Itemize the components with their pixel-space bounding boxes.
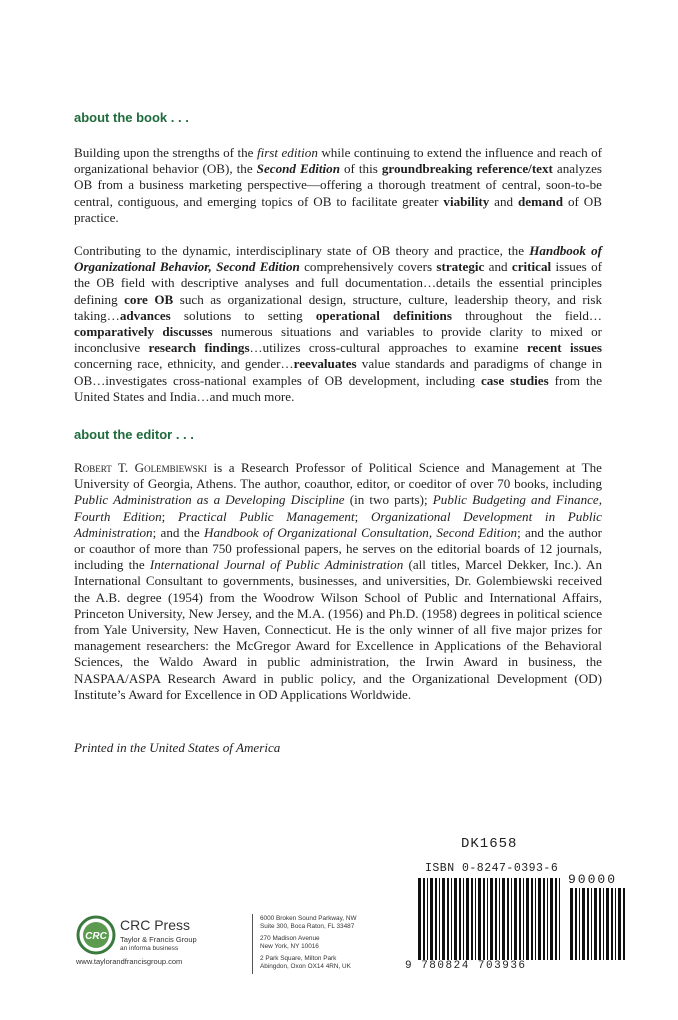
barcode-bar [594,888,597,960]
barcode-bar [435,878,437,960]
publisher-informa: an informa business [120,945,179,952]
address-line: 270 Madison Avenue [260,935,320,942]
barcode-bar [447,878,449,960]
product-code: DK1658 [461,836,518,852]
barcode-bar [599,888,601,960]
barcode-bar [466,878,469,960]
barcode-bar [591,888,592,960]
barcode-bar [606,888,609,960]
printed-in-usa: Printed in the United States of America [74,740,281,755]
address-line: New York, NY 10016 [260,943,319,950]
barcode-bar [463,878,464,960]
barcode-bar [535,878,536,960]
barcode-bar [418,878,421,960]
isbn-text: ISBN 0-8247-0393-6 [425,862,559,875]
barcode-bar [575,888,577,960]
publisher-website: www.taylorandfrancisgroup.com [76,957,183,966]
address-line: Abingdon, Oxon OX14 4RN, UK [260,963,351,970]
barcode-bar [579,888,580,960]
about-book-paragraph-1: Building upon the strengths of the first edition while continuing to extend the influence and reach of organizational behavior (OB), the Second Edition of this groundbreaking reference/text analyzes OB from a business marketing perspective—offering a thorough treatment of central, soon-to-be central, contiguous, and emerging topics of OB to facilitate greater viability and demand of OB practice. [74,145,603,225]
barcode-bar [427,878,428,960]
barcode-bar [526,878,529,960]
address-line: 2 Park Square, Milton Park [260,955,337,962]
price-barcode [570,888,626,960]
barcode-bar [623,888,625,960]
address-line: 6000 Broken Sound Parkway, NW [260,915,357,922]
barcode-bar [495,878,497,960]
barcode-bar [547,878,548,960]
publisher-name: CRC Press [120,917,191,933]
barcode-bar [502,878,505,960]
publisher-group: Taylor & Francis Group [120,935,197,944]
about-book-heading: about the book . . . [74,110,189,125]
barcode-bar [483,878,485,960]
barcode-bar [603,888,604,960]
barcode-bar [490,878,493,960]
barcode-bar [615,888,616,960]
barcode-bar [439,878,440,960]
barcode-bar [543,878,545,960]
crc-press-logo [76,915,116,955]
barcode-bar [475,878,476,960]
barcode-bar [507,878,509,960]
barcode-bar [430,878,433,960]
barcode-bar [471,878,473,960]
barcode-bar [423,878,425,960]
crc-logo-text: CRC [85,931,107,942]
barcode-bar [570,888,573,960]
about-editor-heading: about the editor . . . [74,427,194,442]
barcode-bar [478,878,481,960]
barcode-bar [442,878,445,960]
barcode-bar [555,878,557,960]
barcode-bar [587,888,589,960]
barcode-bar [523,878,524,960]
ean-digits: 9 780824 703936 [405,960,527,972]
about-book-paragraph-2: Contributing to the dynamic, interdisciplinary state of OB theory and practice, the Handbook of Organizational Behavior, Second Edition comprehensively covers strategic and critical issues of the OB field with descriptive analyses and full documentation…details the essential principles defining core OB such as organizational design, structure, culture, leadership theory, and risk taking…advances solutions to setting operational definitions throughout the field…comparatively discusses numerous situations and variables to provide clarity to mixed or inconclusive research findings…utilizes cross-cultural approaches to examine recent issues concerning race, ethnicity, and gender…reevaluates value standards and paradigms of change in OB…investigates cross-national examples of OB development, including case studies from the United States and India…and much more. [74,243,603,404]
barcode-bar [550,878,553,960]
barcode-bar [531,878,533,960]
barcode-bar [538,878,541,960]
barcode-bar [559,878,560,960]
barcode-bar [487,878,488,960]
address-line: Suite 300, Boca Raton, FL 33487 [260,923,355,930]
barcode-bar [454,878,457,960]
isbn-barcode [418,878,563,960]
barcode-bar [582,888,585,960]
barcode-bar [519,878,521,960]
barcode-bar [611,888,613,960]
barcode-bar [451,878,452,960]
barcode-bar [499,878,500,960]
barcode-bar [618,888,621,960]
price-code: 90000 [568,872,618,887]
address-divider [252,914,253,974]
barcode-bar [514,878,517,960]
about-editor-paragraph: Robert T. Golembiewski is a Research Professor of Political Science and Management at The University of Georgia, Athens. The author, coauthor, editor, or coeditor of over 70 books, including Public Administration as a Developing Discipline (in two parts); Public Budgeting and Finance, Fourth Edition; Practical Public Management; Organizational Development in Public Administration; and the Handbook of Organizational Consultation, Second Edition; and the author or coauthor of more than 750 professional papers, he serves on the editorial boards of 12 journals, including the International Journal of Public Administration (all titles, Marcel Dekker, Inc.). An International Consultant to governments, businesses, and universities, Dr. Golembiewski received the A.B. degree (1954) from the Woodrow Wilson School of Public and International Affairs, Princeton University, New Jersey, and the M.A. (1956) and Ph.D. (1958) degrees in political science from Yale University, New Haven, Connecticut. He is the only winner of all five major prizes for management researchers: the McGregor Award for Excellence in Applications of the Behavioral Sciences, the Waldo Award in public administration, the Irwin Award in business, the NASPAA/ASPA Research Award in public policy, and the Organizational Development (OD) Institute’s Award for Excellence in OD Applications Worldwide. [74,460,603,702]
barcode-bar [511,878,512,960]
barcode-bar [459,878,461,960]
